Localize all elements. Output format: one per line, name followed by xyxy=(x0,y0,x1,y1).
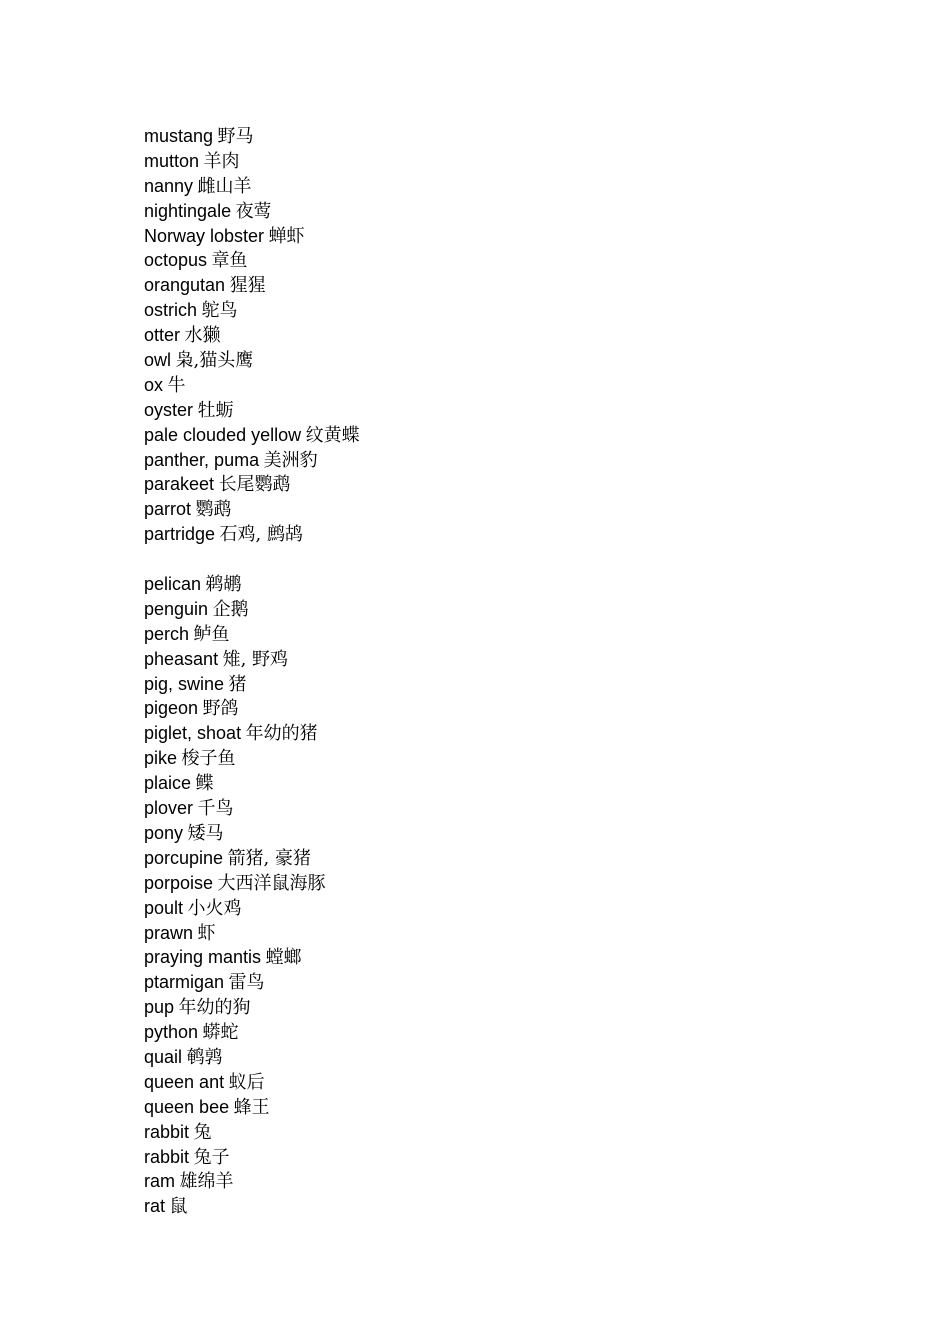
english-term: orangutan xyxy=(144,275,226,296)
english-term: mustang xyxy=(144,126,214,146)
vocabulary-entry xyxy=(144,970,360,995)
english-term: nightingale xyxy=(144,200,232,221)
vocabulary-entry xyxy=(144,771,360,796)
chinese-translation: 鹌鹑 xyxy=(186,1046,223,1068)
chinese-translation: 羊肉 xyxy=(203,150,240,172)
vocabulary-entry xyxy=(144,199,360,224)
vocabulary-entry xyxy=(144,572,360,597)
vocabulary-entry xyxy=(144,846,360,871)
chinese-translation: 雷鸟 xyxy=(228,972,265,994)
chinese-translation: 牛 xyxy=(167,374,186,396)
chinese-translation: 牡蛎 xyxy=(197,399,234,421)
english-term: poult xyxy=(144,897,184,918)
english-term: ox xyxy=(144,374,164,395)
english-term: pony xyxy=(144,822,184,843)
vocabulary-entry xyxy=(144,672,360,697)
chinese-translation: 猪 xyxy=(228,673,247,695)
vocabulary-entry xyxy=(144,721,360,746)
english-term: owl xyxy=(144,350,172,371)
chinese-translation: 雌山羊 xyxy=(197,175,252,197)
vocabulary-entry xyxy=(144,348,360,373)
vocabulary-entry xyxy=(144,1070,360,1095)
vocabulary-entry xyxy=(144,448,360,473)
vocabulary-entry xyxy=(144,696,360,721)
vocabulary-entry xyxy=(144,273,360,298)
vocabulary-entry xyxy=(144,1194,360,1219)
english-term: ram xyxy=(144,1171,175,1192)
vocabulary-entry xyxy=(144,1120,360,1145)
chinese-translation: 野鸽 xyxy=(202,698,239,720)
english-term: ostrich xyxy=(144,300,198,321)
english-term: rat xyxy=(144,1196,166,1217)
chinese-translation: 野马 xyxy=(217,126,254,147)
english-term: plaice xyxy=(144,773,192,794)
chinese-translation: 雄绵羊 xyxy=(179,1171,234,1193)
english-term: parrot xyxy=(144,499,192,520)
english-term: pelican xyxy=(144,574,202,595)
vocabulary-entry xyxy=(144,796,360,821)
chinese-translation: 纹黄蝶 xyxy=(305,424,360,446)
vocabulary-entry xyxy=(144,622,360,647)
english-term: prawn xyxy=(144,922,194,943)
english-term: queen ant xyxy=(144,1071,225,1092)
vocabulary-entry xyxy=(144,896,360,921)
vocabulary-entry xyxy=(144,921,360,946)
vocabulary-entry xyxy=(144,124,360,149)
english-term: Norway lobster xyxy=(144,225,265,246)
vocabulary-entry xyxy=(144,1169,360,1194)
chinese-translation: 鲽 xyxy=(195,773,214,795)
blank-line xyxy=(144,547,360,572)
chinese-translation: 蟒蛇 xyxy=(202,1022,239,1044)
chinese-translation: 鸵鸟 xyxy=(201,300,238,322)
chinese-translation: 美洲豹 xyxy=(263,449,318,471)
english-term: pig, swine xyxy=(144,673,225,694)
vocabulary-entry xyxy=(144,945,360,970)
english-term: parakeet xyxy=(144,474,215,495)
vocabulary-entry xyxy=(144,1045,360,1070)
vocabulary-entry xyxy=(144,821,360,846)
chinese-translation: 鲈鱼 xyxy=(193,623,230,645)
english-term: pale clouded yellow xyxy=(144,424,302,445)
vocabulary-entry xyxy=(144,647,360,672)
chinese-translation: 兔 xyxy=(193,1121,212,1143)
chinese-translation: 鹦鹉 xyxy=(195,499,232,521)
chinese-translation: 水獭 xyxy=(184,325,221,347)
vocabulary-entry xyxy=(144,423,360,448)
vocabulary-entry xyxy=(144,174,360,199)
chinese-translation: 年幼的猪 xyxy=(245,723,318,745)
chinese-translation: 大西洋鼠海豚 xyxy=(217,872,326,894)
english-term: queen bee xyxy=(144,1096,230,1117)
english-term: mutton xyxy=(144,150,200,171)
chinese-translation: 蜂王 xyxy=(233,1096,270,1118)
vocabulary-entry xyxy=(144,522,360,547)
vocabulary-entry xyxy=(144,746,360,771)
vocabulary-list xyxy=(144,124,360,1219)
english-term: pigeon xyxy=(144,698,199,719)
chinese-translation: 矮马 xyxy=(187,822,224,844)
english-term: octopus xyxy=(144,250,208,271)
chinese-translation: 章鱼 xyxy=(211,250,248,272)
english-term: pheasant xyxy=(144,648,219,669)
english-term: plover xyxy=(144,798,194,819)
chinese-translation: 猩猩 xyxy=(229,275,266,297)
vocabulary-entry xyxy=(144,1095,360,1120)
vocabulary-entry xyxy=(144,373,360,398)
english-term: quail xyxy=(144,1046,183,1067)
vocabulary-entry xyxy=(144,472,360,497)
chinese-translation: 企鹅 xyxy=(212,598,249,620)
english-term: nanny xyxy=(144,175,194,196)
english-term: porcupine xyxy=(144,847,224,868)
vocabulary-entry xyxy=(144,1145,360,1170)
chinese-translation: 年幼的狗 xyxy=(178,997,251,1019)
english-term: panther, puma xyxy=(144,449,260,470)
chinese-translation: 夜莺 xyxy=(235,200,272,222)
chinese-translation: 千鸟 xyxy=(197,798,234,820)
english-term: otter xyxy=(144,325,181,346)
chinese-translation: 螳螂 xyxy=(265,947,302,969)
chinese-translation: 梭子鱼 xyxy=(181,748,236,770)
chinese-translation: 兔子 xyxy=(193,1146,230,1168)
vocabulary-entry xyxy=(144,248,360,273)
english-term: rabbit xyxy=(144,1121,190,1142)
chinese-translation: 蝉虾 xyxy=(268,225,305,247)
english-term: ptarmigan xyxy=(144,972,225,993)
chinese-translation: 虾 xyxy=(197,922,216,944)
english-term: pike xyxy=(144,748,178,769)
english-term: porpoise xyxy=(144,872,214,893)
vocabulary-entry xyxy=(144,871,360,896)
english-term: python xyxy=(144,1022,199,1043)
chinese-translation: 箭猪, 豪猪 xyxy=(227,847,312,869)
vocabulary-entry xyxy=(144,149,360,174)
vocabulary-entry xyxy=(144,298,360,323)
chinese-translation: 鼠 xyxy=(169,1196,188,1218)
english-term: partridge xyxy=(144,524,216,545)
english-term: piglet, shoat xyxy=(144,723,242,744)
english-term: pup xyxy=(144,997,175,1018)
vocabulary-entry xyxy=(144,995,360,1020)
chinese-translation: 小火鸡 xyxy=(187,897,242,919)
english-term: praying mantis xyxy=(144,947,262,968)
chinese-translation: 雉, 野鸡 xyxy=(222,648,289,670)
english-term: penguin xyxy=(144,598,209,619)
english-term: perch xyxy=(144,623,190,644)
vocabulary-entry xyxy=(144,398,360,423)
vocabulary-entry xyxy=(144,597,360,622)
chinese-translation: 鹈鹕 xyxy=(205,574,242,596)
chinese-translation: 枭,猫头鹰 xyxy=(175,350,254,372)
english-term: oyster xyxy=(144,399,194,420)
chinese-translation: 长尾鹦鹉 xyxy=(218,474,291,496)
vocabulary-entry xyxy=(144,1020,360,1045)
vocabulary-entry xyxy=(144,497,360,522)
chinese-translation: 蚁后 xyxy=(228,1071,265,1093)
english-term: rabbit xyxy=(144,1146,190,1167)
vocabulary-entry xyxy=(144,323,360,348)
vocabulary-entry xyxy=(144,224,360,249)
chinese-translation: 石鸡, 鹧鸪 xyxy=(219,524,303,546)
